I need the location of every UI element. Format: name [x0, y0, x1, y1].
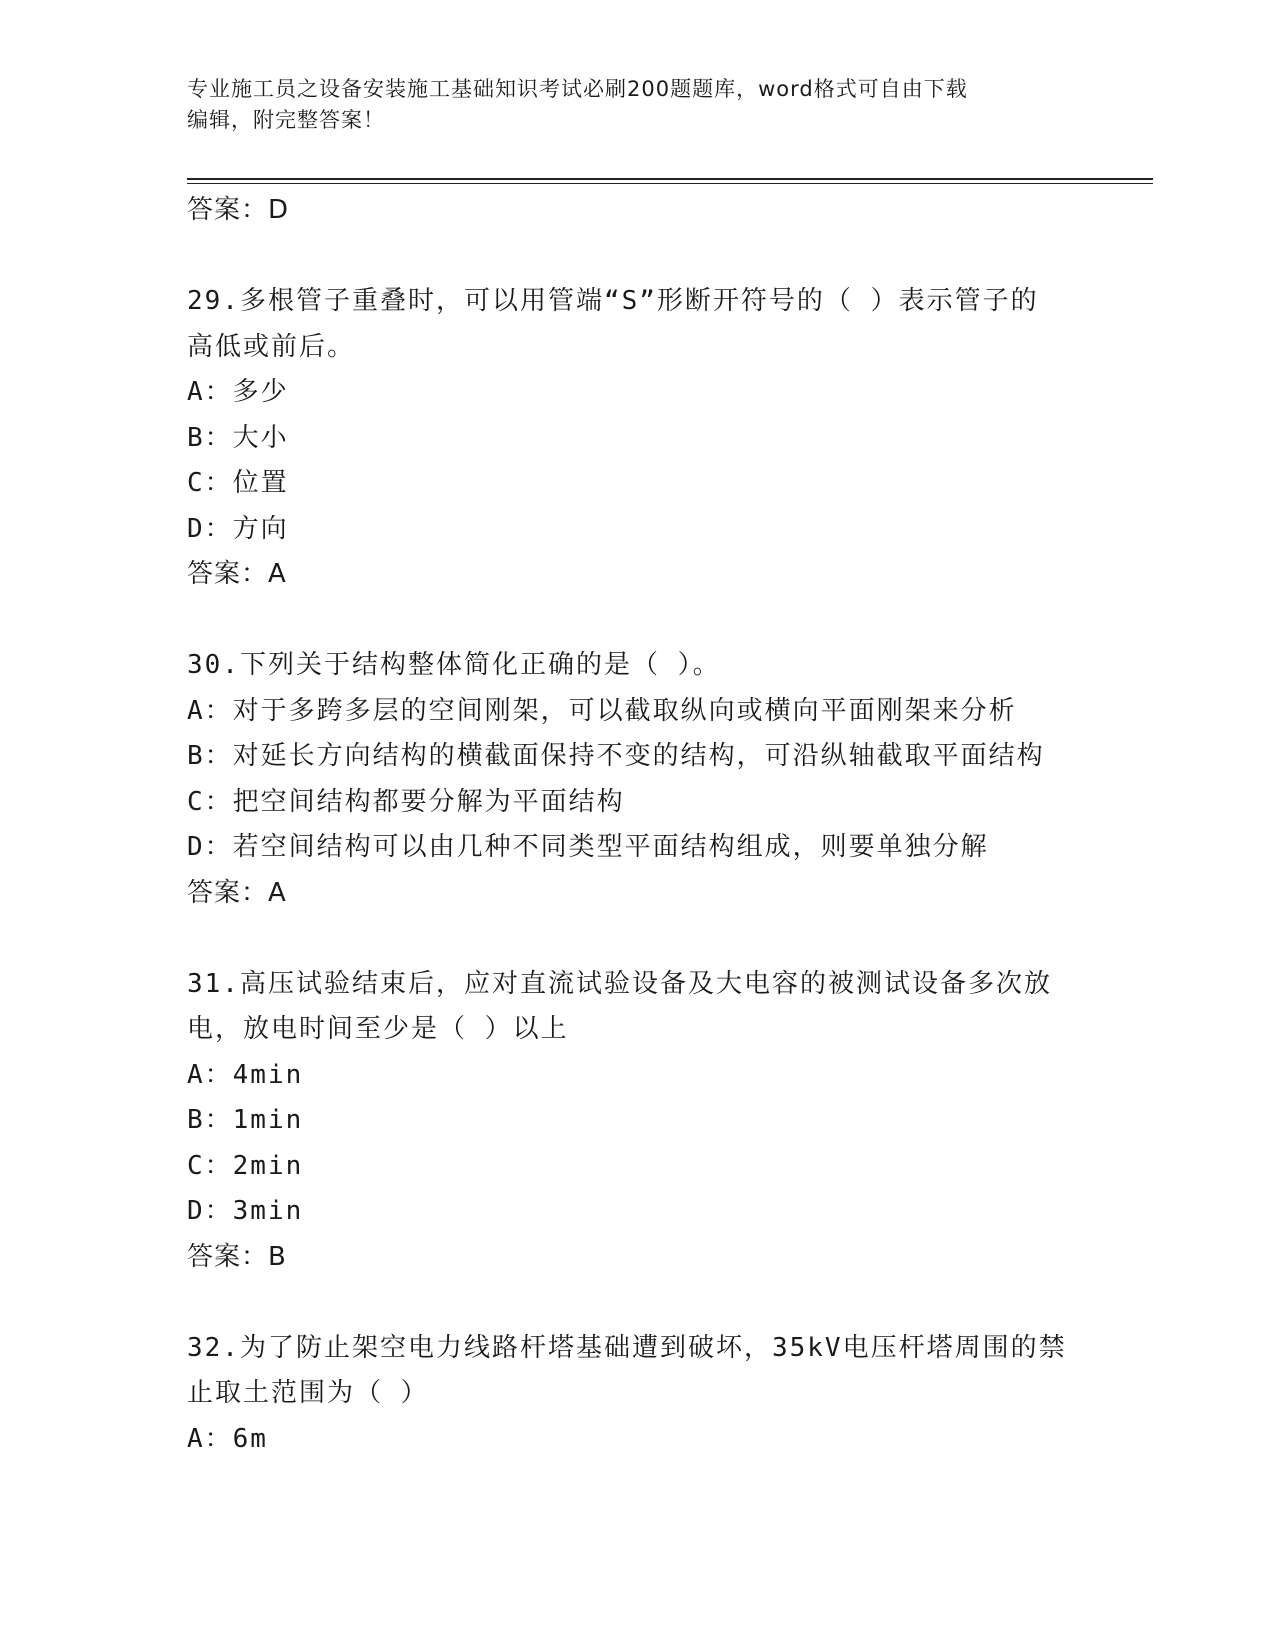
- header-line-1: 专业施工员之设备安装施工基础知识考试必刷200题题库，word格式可自由下载: [187, 77, 968, 101]
- answer: 答案：A: [187, 877, 287, 908]
- option-c: C：位置: [187, 468, 289, 498]
- question-29: [187, 279, 1087, 598]
- question-stem: 32.为了防止架空电力线路杆塔基础遭到破坏，35kV电压杆塔周围的禁: [187, 1332, 1067, 1363]
- question-stem: 30.下列关于结构整体简化正确的是（ ）。: [187, 650, 721, 680]
- header-line-2: 编辑，附完整答案！: [187, 108, 385, 132]
- document-body: [187, 188, 1087, 1462]
- document-header: [187, 74, 1067, 136]
- question-stem: 高低或前后。: [187, 331, 356, 362]
- option-c: C：2min: [187, 1150, 304, 1181]
- question-32: [187, 1326, 1087, 1463]
- header-divider-thin: [187, 183, 1153, 184]
- option-a: A：4min: [187, 1059, 304, 1090]
- option-d: D：若空间结构可以由几种不同类型平面结构组成，则要单独分解: [187, 832, 989, 862]
- header-divider: [187, 178, 1153, 180]
- question-stem: 止取土范围为（ ）: [187, 1378, 429, 1408]
- option-c: C：把空间结构都要分解为平面结构: [187, 786, 625, 817]
- option-a: A：对于多跨多层的空间刚架，可以截取纵向或横向平面刚架来分析: [187, 695, 1017, 726]
- question-30: [187, 643, 1087, 916]
- option-a: A：6m: [187, 1423, 268, 1454]
- option-b: B：大小: [187, 422, 289, 453]
- question-stem: 电，放电时间至少是（ ）以上: [187, 1014, 569, 1044]
- answer: 答案：A: [187, 559, 287, 589]
- option-b: B：对延长方向结构的横截面保持不变的结构，可沿纵轴截取平面结构: [187, 741, 1045, 771]
- question-31: [187, 962, 1087, 1281]
- option-d: D：3min: [187, 1196, 304, 1226]
- question-stem: 29.多根管子重叠时，可以用管端“S”形断开符号的（ ）表示管子的: [187, 286, 1039, 316]
- option-b: B：1min: [187, 1105, 304, 1135]
- option-d: D：方向: [187, 513, 289, 544]
- option-a: A：多少: [187, 377, 289, 407]
- answer: 答案：B: [187, 1241, 287, 1272]
- question-stem: 31.高压试验结束后，应对直流试验设备及大电容的被测试设备多次放: [187, 968, 1052, 999]
- answer-previous: 答案：D: [187, 195, 290, 225]
